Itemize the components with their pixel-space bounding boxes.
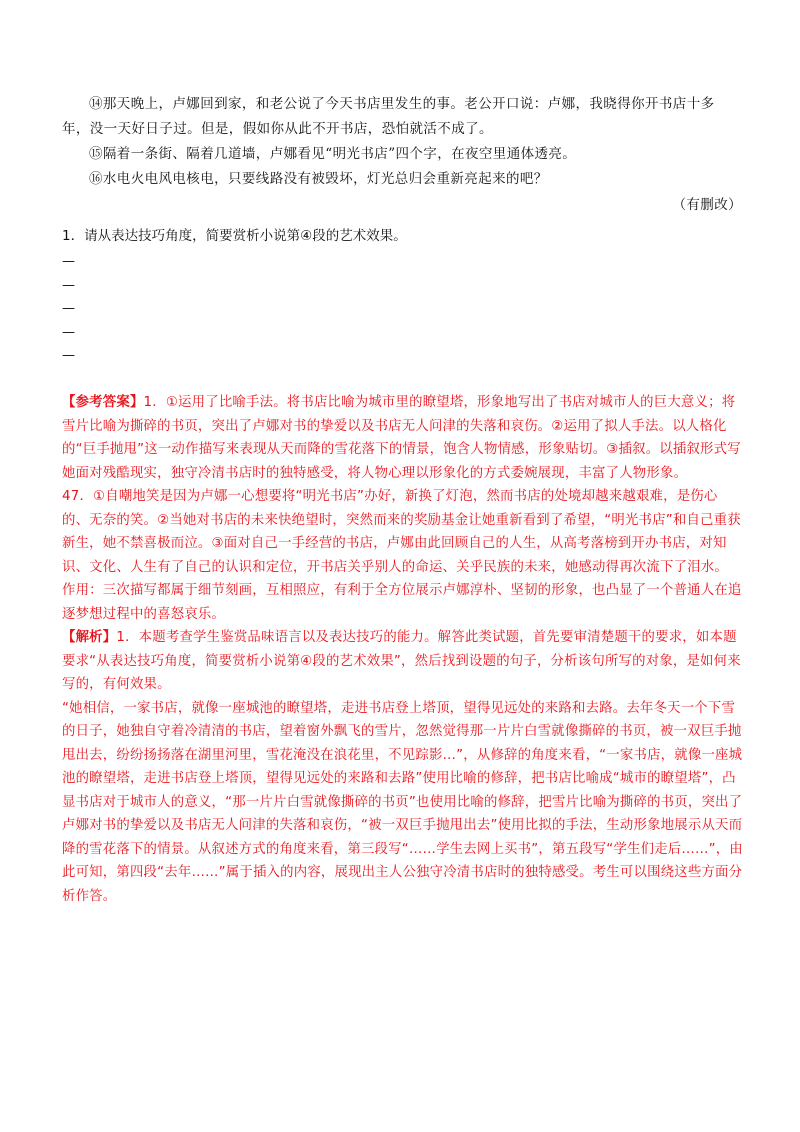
source-note: （有删改） [672,197,742,213]
reference-answer-part-2: 47．①自嘲地笑是因为卢娜一心想要将“明光书店”办好，新换了灯泡，然而书店的处境却越来越艰难，是伤心的、无奈的笑。②当她对书店的未来快绝望时，突然而来的奖励基金让她重新看到了希望，“明光书店”和自己重获新生，她不禁喜极而泣。③面对自己一手经营的书店，卢娜由此回顾自己的人生，从高考落榜到开办书店，对知识、文化、人生有了自己的认识和定位，开书店关乎别人的命运、关乎民族的未来，她感动得再次流下了泪水。 [62,489,741,575]
reference-answer [62,391,744,579]
paragraph-14: ⑭那天晚上，卢娜回到家，和老公说了今天书店里发生的事。老公开口说：卢娜，我晓得你开书店十多年，没一天好日子过。但是，假如你从此不开书店，恐怕就活不成了。 [62,96,715,137]
paragraph-16: ⑯水电火电风电核电，只要线路没有被毁坏，灯光总归会重新亮起来的吧？ [89,171,548,187]
answer-blank-lines [62,250,102,368]
analysis-part-1: 1．本题考查学生鉴赏品味语言以及表达技巧的能力。解答此类试题，首先要审清楚题干的要求，如本题要求“从表达技巧角度，简要赏析小说第④段的艺术效果”，然后找到设题的句子，分析该句所写的对象，是如何来写的，有何效果。 [62,630,741,692]
question-1: 1．请从表达技巧角度，简要赏析小说第④段的艺术效果。 [62,228,407,244]
analysis [62,626,744,697]
paragraph-15: ⑮隔着一条街、隔着几道墙，卢娜看见“明光书店”四个字，在夜空里通体透亮。 [89,146,577,162]
passage [62,92,742,218]
reference-answer-function: 作用：三次描写都属于细节刻画，互相照应，有利于全方位展示卢娜淳朴、坚韧的形象，也凸显了一个普通人在追逐梦想过程中的喜怒哀乐。 [62,583,742,622]
reference-answer-part-1: 1．①运用了比喻手法。将书店比喻为城市里的瞭望塔，形象地写出了书店对城市人的巨大意义；将雪片比喻为撕碎的书页，突出了卢娜对书的挚爱以及书店无人问津的失落和哀伤。②运用了拟人手法。以人格化的“巨手抛甩”这一动作描写来表现从天而降的雪花落下的情景，饱含人物情感，形象贴切。③插叙。以插叙形式写她面对残酷现实，独守冷清书店时的独特感受，将人物心理以形象化的方式委婉展现，丰富了人物形象。 [62,395,741,481]
analysis-label: 【解析】 [62,630,117,645]
answer-section [62,391,744,908]
blank-line: — [62,301,75,316]
blank-line: — [62,277,75,293]
blank-line: — [62,254,75,269]
blank-line: — [62,348,75,363]
reference-answer-label: 【参考答案】 [62,395,144,410]
blank-line: — [62,324,75,340]
analysis-detail: “她相信，一家书店，就像一座城池的瞭望塔，走进书店登上塔顶，望得见远处的来路和去路。去年冬天一个下雪的日子，她独自守着冷清清的书店，望着窗外飘飞的雪片，忽然觉得那一片片白雪就像撕碎的书页，被一双巨手抛甩出去，纷纷扬扬落在湖里河里，雪花淹没在浪花里，不见踪影…”，从修辞的角度来看，“一家书店，就像一座城池的瞭望塔，走进书店登上塔顶，望得见远处的来路和去路”使用比喻的修辞，把书店比喻成“城市的瞭望塔”，凸显书店对于城市人的意义，“那一片片白雪就像撕碎的书页”也使用比喻的修辞，把雪片比喻为撕碎的书页，突出了卢娜对书的挚爱以及书店无人问津的失落和哀伤，“被一双巨手抛甩出去”使用比拟的手法，生动形象地展示从天而降的雪花落下的情景。从叙述方式的角度来看，第三段写“……学生去网上买书”，第五段写“学生们走后……”，由此可知，第四段“去年……”属于插入的内容，展现出主人公独守冷清书店时的独特感受。考生可以围绕这些方面分析作答。 [62,700,743,904]
